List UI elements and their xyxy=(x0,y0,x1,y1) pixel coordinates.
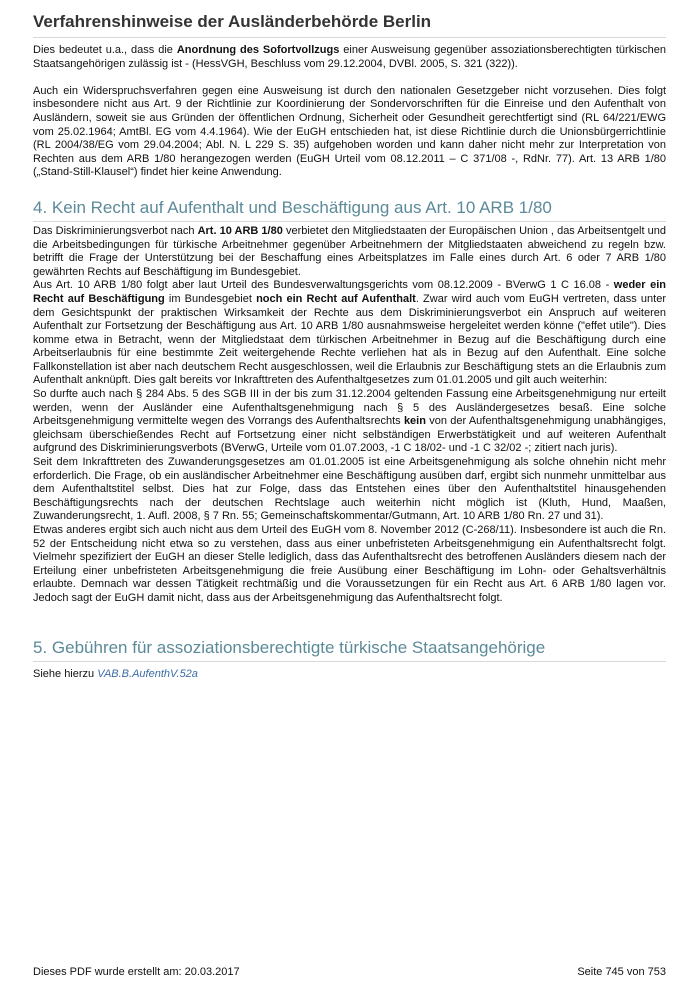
footer-created-date: Dieses PDF wurde erstellt am: 20.03.2017 xyxy=(33,966,240,978)
document-title: Verfahrenshinweise der Ausländerbehörde Berlin xyxy=(33,11,666,38)
bold-text-run: weder ein Recht auf Beschäftigung xyxy=(33,279,666,305)
paragraph-widerspruchsverfahren xyxy=(33,85,666,180)
text-run: Auch ein Widerspruchsverfahren gegen eine Ausweisung ist durch den nationalen Gesetzgeber nicht vorzusehen. Dies folgt insbesondere nicht aus Art. 9 der Richtlinie zur Koordinierung der Sondervorschriften für die Einreise und den Aufenthalt von Ausländern, soweit sie aus Gründen der öffentlichen Ordnung, Sicherheit oder Gesundheit gerechtfertigt sind (RL 64/221/EWG vom 25.02.1964; AmtBl. EG vom 4.4.1964). Wie der EuGH entschieden hat, ist diese Richtlinie durch die Unionsbürgerrichtlinie (RL 2004/38/EG vom 29.04.2004; Abl. N. L 229 S. 35) aufgehoben worden und kann daher nicht mehr zur Interpretation von Rechten aus dem ARB 1/80 herangezogen werden (EuGH Urteil vom 08.12.2011 – C 371/08 -, RdNr. 77). Art. 13 ARB 1/80 („Stand-Still-Klausel“) findet hier keine Anwendung. xyxy=(33,84,666,179)
paragraph-see-reference xyxy=(33,668,666,682)
paragraph-zuwanderungsgesetz xyxy=(33,456,666,524)
paragraph-sgb-iii xyxy=(33,388,666,456)
bold-text-run: Art. 10 ARB 1/80 xyxy=(197,224,283,237)
page-footer xyxy=(33,966,666,978)
text-run: Seit dem Inkrafttreten des Zuwanderungsgesetzes am 01.01.2005 ist eine Arbeitsgenehmigung als solche ohnehin nicht mehr erforderlich. Die Frage, ob ein ausländischer Arbeitnehmer eine Beschäftigung ausüben darf, ergibt sich nunmehr unmittelbar aus dem Aufenthaltstitel selbst. Dies hat zur Folge, dass das Entstehen eines über den Aufenthaltstitel hinausgehenden Beschäftigungsrechts nach der deutschen Rechtslage auch weiterhin nicht möglich ist (Kluth, Hund, Maaßen, Zuwanderungsrecht, 1. Aufl. 2008, § 7 Rn. 55; Gemeinschaftskommentar/Gutmann, Art. 10 ARB 1/80 Rn. 27 und 31). xyxy=(33,456,666,523)
text-run: So durfte auch nach § 284 Abs. 5 des SGB III in der bis zum 31.12.2004 geltenden Fassung eine Arbeitsgenehmigung nur erteilt werden, wenn der Ausländer eine Aufenthaltsgenehmigung nach § 5 des Ausländergesetzes besaß. Eine solche Arbeitsgenehmigung vermittelte wegen des Vorrangs des Aufenthaltsrechts xyxy=(33,388,666,428)
bold-text-run: Anordnung des Sofortvollzugs xyxy=(176,44,340,56)
paragraph-diskriminierungsverbot xyxy=(33,225,666,279)
text-run: Das Diskriminierungsverbot nach xyxy=(33,224,198,237)
document-page xyxy=(33,11,666,681)
paragraph-bverwg-urteil xyxy=(33,279,666,388)
text-run: Dies bedeutet u.a., dass die xyxy=(33,44,177,56)
bold-text-run: noch ein Recht auf Aufenthalt xyxy=(256,292,416,305)
section-heading-4: 4. Kein Recht auf Aufenthalt und Beschäftigung aus Art. 10 ARB 1/80 xyxy=(33,197,666,222)
text-run: . Zwar wird auch vom EuGH vertreten, dass unter dem Gesichtspunkt der praktischen Wirksamkeit der Rechte aus dem Diskriminierungsverbot ein Anspruch auf weiteren Aufenthalt zur Fortsetzung der Beschäftigung aus Art. 10 ARB 1/80 ausnahmsweise hergeleitet werden könne ("effet utile"). Dies komme etwa in Betracht, wenn der Mitgliedstaat dem türkischen Arbeitnehmer in Bezug auf die Beschäftigung durch eine Arbeitserlaubnis für eine bestimmte Zeit weitergehende Rechte verliehen hat als in Bezug auf den Aufenthalt. Eine solche Fallkonstellation ist aber nach deutschem Recht ausgeschlossen, weil die Erlaubnis zur Beschäftigung stets an die Erlaubnis zum Aufenthalt anknüpft. Dies galt bereits vor Inkrafttreten des Aufenthaltgesetzes zum 01.01.2005 und gilt auch weiterhin: xyxy=(33,292,666,387)
text-run: verbietet den Mitgliedstaaten der Europäischen Union , das Arbeitsentgelt und die Arbeitsbedingungen für türkische Arbeitnehmer gegenüber Arbeitnehmern der Mitgliedstaaten abweichend zu regeln bzw. betrifft die Frage der Unterstützung bei der Beschaffung eines Arbeitsplatzes im Falle eines durch Art. 6 oder 7 ARB 1/80 gewährten Rechts auf Beschäftigung im Bundesgebiet. xyxy=(33,224,666,278)
bold-text-run: kein xyxy=(403,415,426,428)
footer-page-number: Seite 745 von 753 xyxy=(577,966,666,978)
text-run: einer Ausweisung gegenüber assoziationsberechtigten türkischen Staatsangehörigen zulässig ist - (HessVGH, Beschluss vom 29.12.2004, DVBl. 2005, S. 321 (322)). xyxy=(33,44,666,70)
reference-link-aufenthv-52a[interactable]: VAB.B.AufenthV.52a xyxy=(97,667,198,680)
text-run: Aus Art. 10 ARB 1/80 folgt aber laut Urteil des Bundesverwaltungsgerichts vom 08.12.2009 - BVerwG 1 C 16.08 - xyxy=(33,279,614,292)
text-run: im Bundesgebiet xyxy=(164,292,257,305)
text-run: von der Aufenthaltsgenehmigung unabhängiges, gleichsam überschießendes Recht auf Fortsetzung einer nicht selbständigen Erwerbstätigkeit und auf weiteren Aufenthalt aufgrund des Diskriminierungsverbots (BVerwG, Urteile vom 01.07.2003, -1 C 18/02- und -1 C 32/02 -; zitiert nach juris). xyxy=(33,415,666,455)
see-prefix: Siehe hierzu xyxy=(33,667,98,680)
paragraph-eugh-urteil xyxy=(33,524,666,606)
text-run: Etwas anderes ergibt sich auch nicht aus dem Urteil des EuGH vom 8. November 2012 (C-268/11). Insbesondere ist auch die Rn. 52 der Entscheidung nicht etwa so zu verstehen, dass aus einer unbefristeten Arbeitsgenehmigung ein Aufenthaltsrecht folgt. Vielmehr spezifiziert der EuGH an dieser Stelle lediglich, dass das Aufenthaltsrecht des betroffenen Ausländers diesem nach der Erteilung einer unbefristeten Arbeitsgenehmigung die freie Ausübung einer Beschäftigung im Lohn- oder Gehaltsverhältnis erlaubte. Demnach war dessen Tätigkeit rechtmäßig und die Voraussetzungen für ein Recht aus Art. 6 ARB 1/80 lagen vor. Jedoch sagt der EuGH damit nicht, dass aus der Arbeitsgenehmigung das Aufenthaltsrecht folgt. xyxy=(33,524,666,604)
section-heading-5: 5. Gebühren für assoziationsberechtigte türkische Staatsangehörige xyxy=(33,637,666,662)
paragraph-sofortvollzug xyxy=(33,44,666,71)
